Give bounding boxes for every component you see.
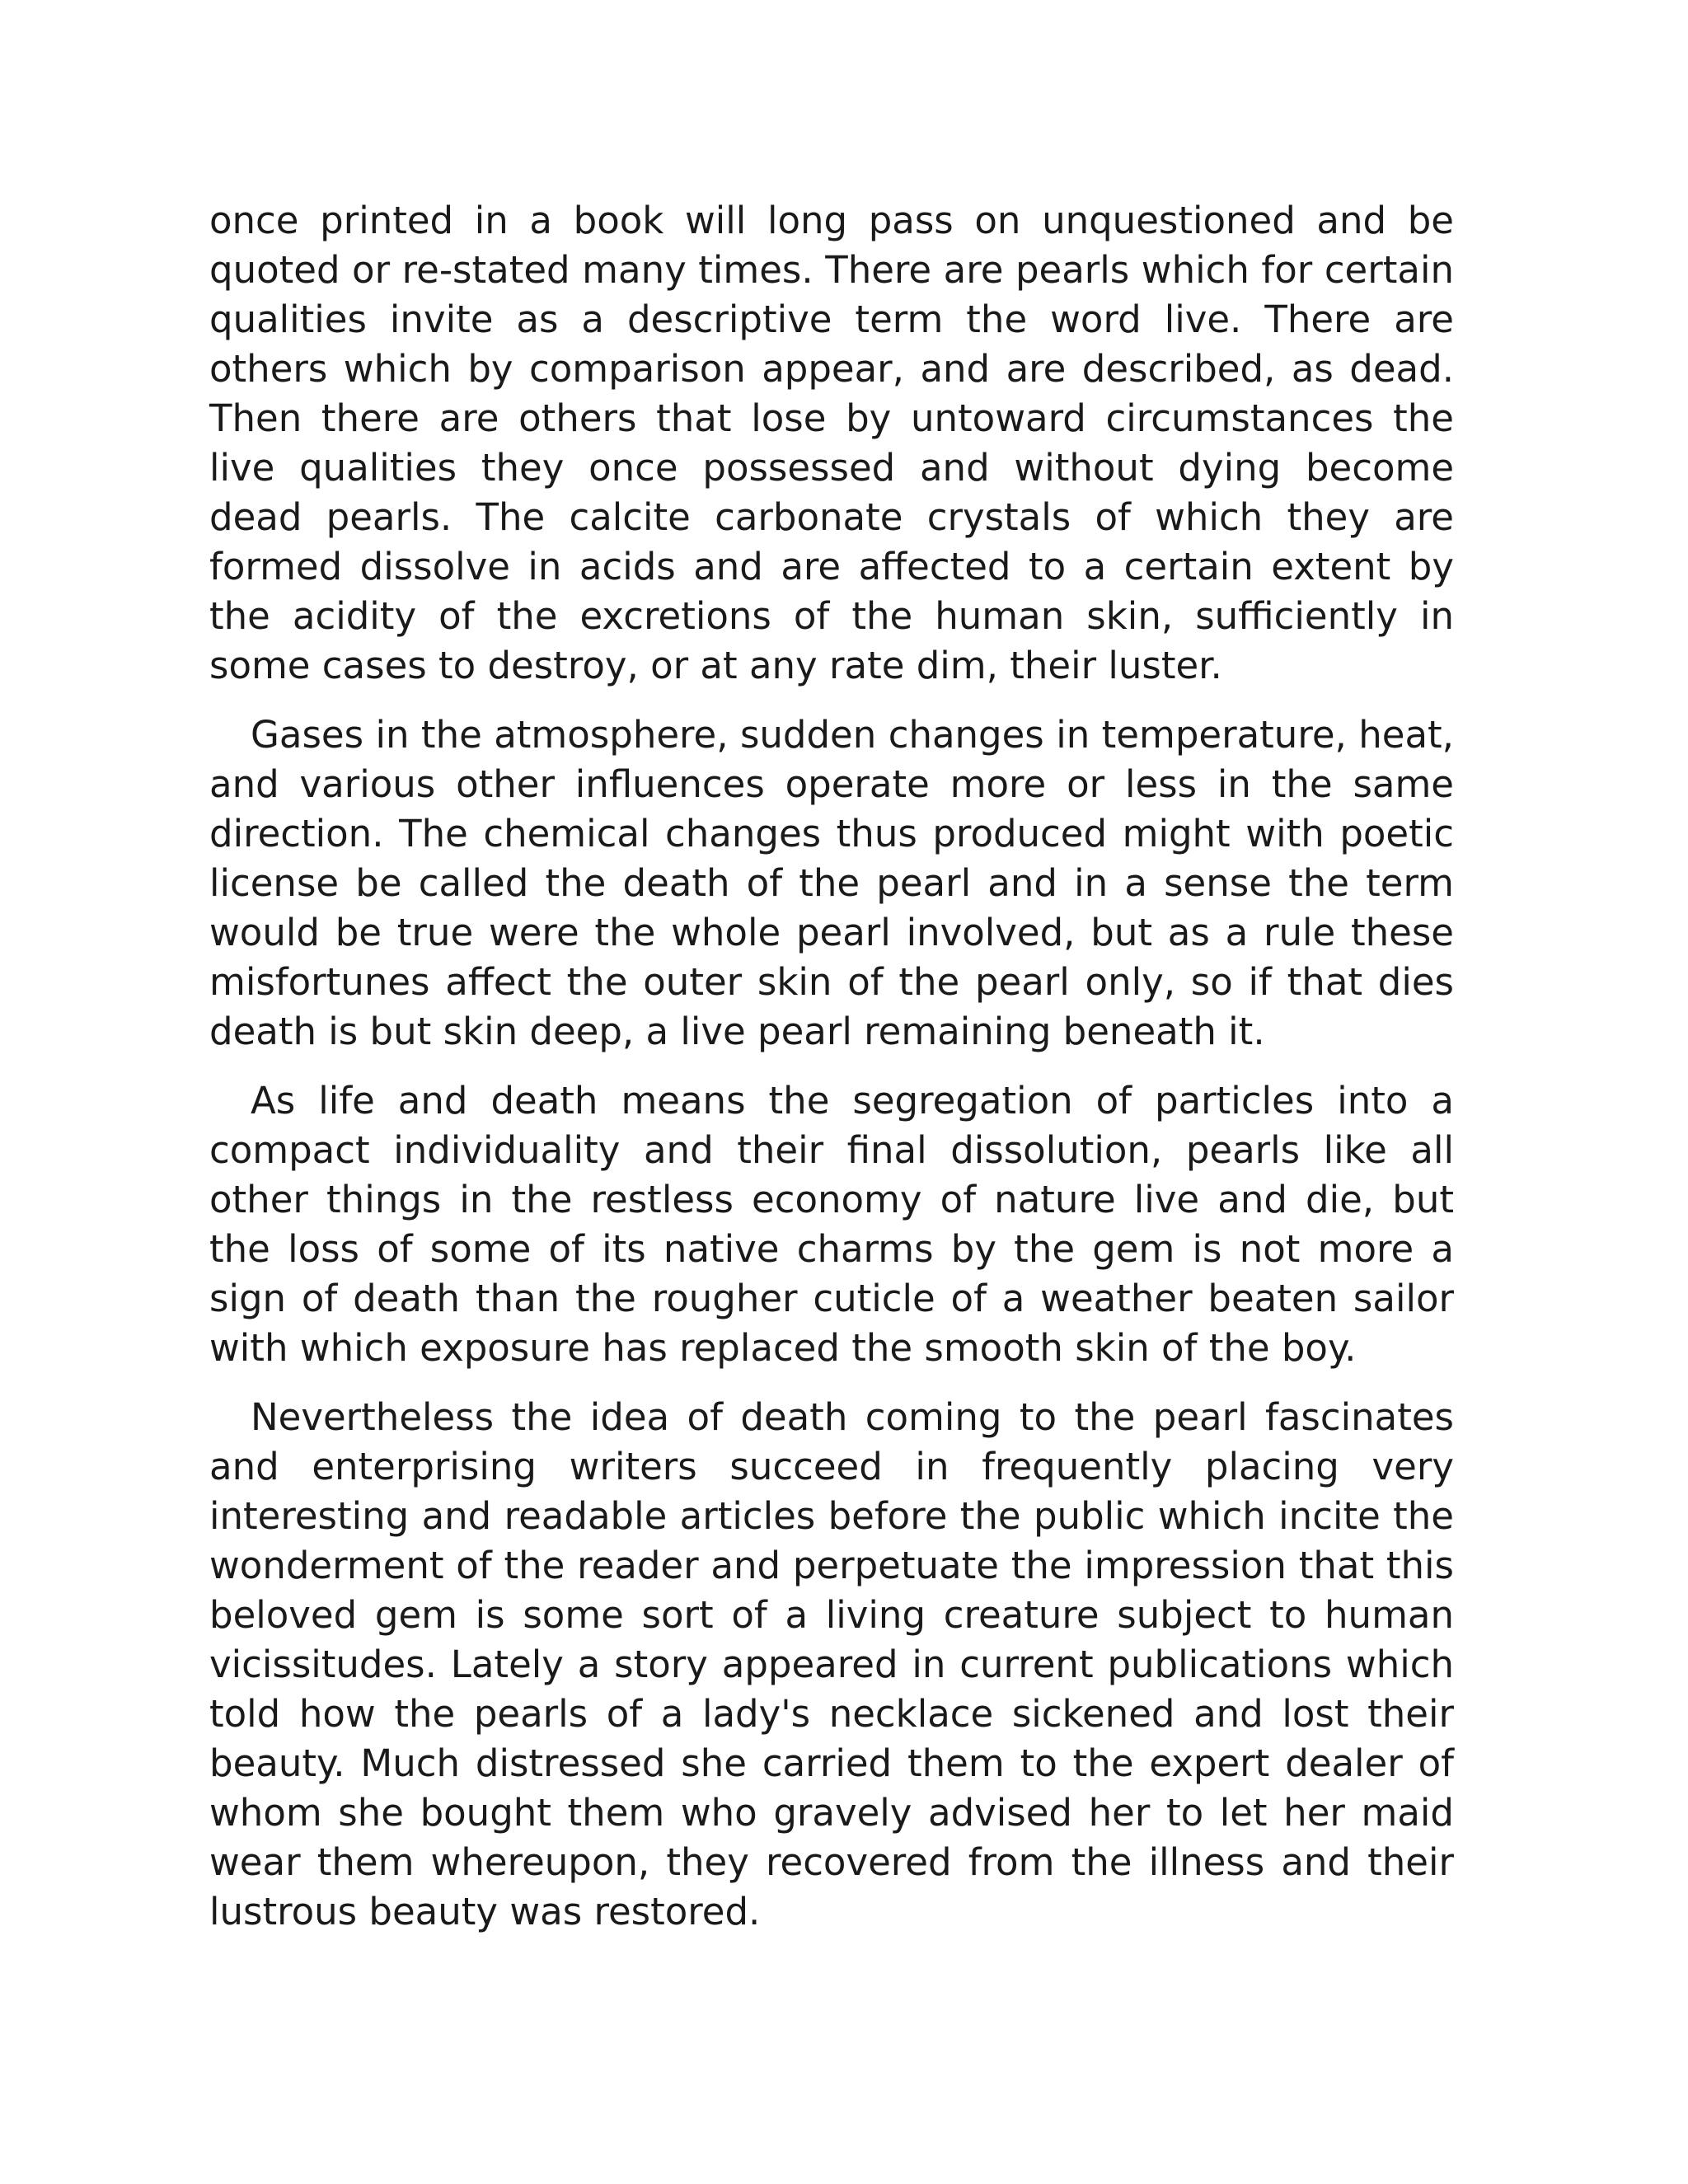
paragraph-nevertheless: Nevertheless the idea of death coming to the pearl fascinates and enterprising writers succeed in frequently placing very interesting and readable articles before the public which incite the wonderment of the reader and perpetuate the impression that this beloved gem is some sort of a living creature subject to human vicissitudes. Lately a story appeared in current publications which told how the pearls of a lady's necklace sickened and lost their beauty. Much distressed she carried them to the expert dealer of whom she bought them who gravely advised her to let her maid wear them whereupon, they recovered from the illness and their lustrous beauty was restored. — [209, 1395, 1454, 1933]
paragraph-life-and-death: As life and death means the segregation of particles into a compact individuality and their final dissolution, pearls like all other things in the restless economy of nature live and die, but the loss of some of its native charms by the gem is not more a sign of death than the rougher cuticle of a weather beaten sailor with which exposure has replaced the smooth skin of the boy. — [209, 1079, 1454, 1370]
paragraph-continued: once printed in a book will long pass on unquestioned and be quoted or re-stated many times. There are pearls which for certain qualities invite as a descriptive term the word live. There are others which by comparison appear, and are described, as dead. Then there are others that lose by untoward circumstances the live qualities they once possessed and without dying become dead pearls. The calcite carbonate crystals of which they are formed dissolve in acids and are affected to a certain extent by the acidity of the excretions of the human skin, sufficiently in some cases to destroy, or at any rate dim, their luster. — [209, 199, 1454, 687]
document-page — [209, 196, 1454, 1937]
paragraph-gases: Gases in the atmosphere, sudden changes in temperature, heat, and various other influences operate more or less in the same direction. The chemical changes thus produced might with poetic license be called the death of the pearl and in a sense the term would be true were the whole pearl involved, but as a rule these misfortunes affect the outer skin of the pearl only, so if that dies death is but skin deep, a live pearl remaining beneath it. — [209, 713, 1454, 1053]
